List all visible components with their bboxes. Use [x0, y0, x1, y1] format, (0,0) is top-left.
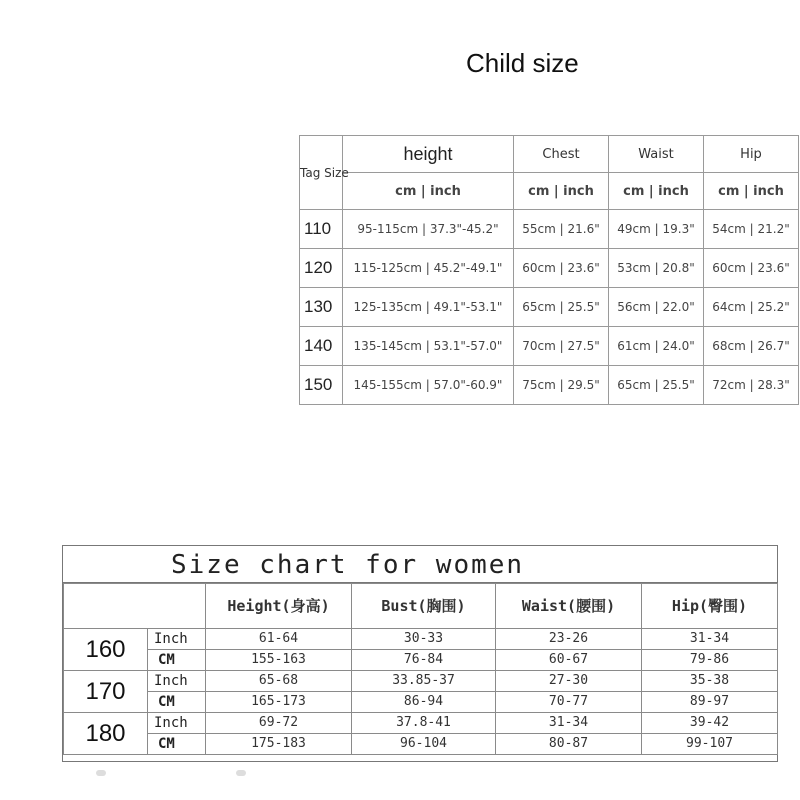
unit-inch: Inch — [148, 671, 206, 692]
chest-value: 65cm | 25.5" — [514, 288, 609, 327]
table-row — [64, 629, 778, 650]
tag-size-header: Tag Size — [300, 136, 343, 210]
bust-value: 86-94 — [352, 692, 496, 713]
tag-size: 150 — [300, 366, 343, 405]
waist-header: Waist(腰围) — [496, 584, 642, 629]
tag-size: 130 — [300, 288, 343, 327]
waist-units: cm | inch — [609, 173, 704, 210]
chest-value: 75cm | 29.5" — [514, 366, 609, 405]
chest-units: cm | inch — [514, 173, 609, 210]
hip-value: 64cm | 25.2" — [704, 288, 799, 327]
hip-value: 35-38 — [642, 671, 778, 692]
tag-size: 120 — [300, 249, 343, 288]
unit-cm: CM — [148, 734, 206, 755]
bust-header: Bust(胸围) — [352, 584, 496, 629]
waist-value: 56cm | 22.0" — [609, 288, 704, 327]
table-row — [300, 288, 799, 327]
hip-value: 54cm | 21.2" — [704, 210, 799, 249]
height-value: 155-163 — [206, 650, 352, 671]
unit-inch: Inch — [148, 629, 206, 650]
height-value: 69-72 — [206, 713, 352, 734]
table-row — [64, 650, 778, 671]
height-value: 65-68 — [206, 671, 352, 692]
hip-units: cm | inch — [704, 173, 799, 210]
waist-value: 49cm | 19.3" — [609, 210, 704, 249]
hip-value: 79-86 — [642, 650, 778, 671]
table-row — [300, 327, 799, 366]
size-label: 180 — [64, 713, 148, 755]
waist-value: 31-34 — [496, 713, 642, 734]
tag-size: 140 — [300, 327, 343, 366]
decorative-dot — [236, 770, 246, 776]
height-value: 61-64 — [206, 629, 352, 650]
bust-value: 37.8-41 — [352, 713, 496, 734]
hip-value: 39-42 — [642, 713, 778, 734]
child-size-title: Child size — [466, 48, 579, 78]
bust-value: 33.85-37 — [352, 671, 496, 692]
height-value: 165-173 — [206, 692, 352, 713]
size-label: 170 — [64, 671, 148, 713]
unit-cm: CM — [148, 650, 206, 671]
hip-value: 99-107 — [642, 734, 778, 755]
height-value: 145-155cm | 57.0"-60.9" — [343, 366, 514, 405]
table-row — [64, 671, 778, 692]
height-header: height — [343, 136, 514, 173]
empty-header-cell — [64, 584, 206, 629]
waist-value: 23-26 — [496, 629, 642, 650]
table-row — [64, 734, 778, 755]
height-value: 115-125cm | 45.2"-49.1" — [343, 249, 514, 288]
hip-header: Hip(臀围) — [642, 584, 778, 629]
waist-header: Waist — [609, 136, 704, 173]
table-row — [64, 713, 778, 734]
hip-value: 72cm | 28.3" — [704, 366, 799, 405]
chest-header: Chest — [514, 136, 609, 173]
child-size-table — [299, 135, 798, 410]
decorative-dot — [96, 770, 106, 776]
unit-cm: CM — [148, 692, 206, 713]
table-row — [64, 692, 778, 713]
bust-value: 96-104 — [352, 734, 496, 755]
height-value: 175-183 — [206, 734, 352, 755]
hip-value: 89-97 — [642, 692, 778, 713]
height-value: 135-145cm | 53.1"-57.0" — [343, 327, 514, 366]
height-value: 95-115cm | 37.3"-45.2" — [343, 210, 514, 249]
women-chart-title: Size chart for women — [63, 546, 777, 583]
hip-value: 68cm | 26.7" — [704, 327, 799, 366]
height-units: cm | inch — [343, 173, 514, 210]
table-row — [300, 210, 799, 249]
hip-value: 60cm | 23.6" — [704, 249, 799, 288]
chest-value: 55cm | 21.6" — [514, 210, 609, 249]
waist-value: 70-77 — [496, 692, 642, 713]
waist-value: 53cm | 20.8" — [609, 249, 704, 288]
size-label: 160 — [64, 629, 148, 671]
bust-value: 30-33 — [352, 629, 496, 650]
waist-value: 27-30 — [496, 671, 642, 692]
hip-value: 31-34 — [642, 629, 778, 650]
waist-value: 80-87 — [496, 734, 642, 755]
height-header: Height(身高) — [206, 584, 352, 629]
tag-size: 110 — [300, 210, 343, 249]
table-row — [300, 249, 799, 288]
unit-inch: Inch — [148, 713, 206, 734]
waist-value: 61cm | 24.0" — [609, 327, 704, 366]
hip-header: Hip — [704, 136, 799, 173]
table-row — [300, 366, 799, 405]
chest-value: 70cm | 27.5" — [514, 327, 609, 366]
waist-value: 60-67 — [496, 650, 642, 671]
waist-value: 65cm | 25.5" — [609, 366, 704, 405]
bust-value: 76-84 — [352, 650, 496, 671]
women-size-chart — [62, 545, 778, 762]
chest-value: 60cm | 23.6" — [514, 249, 609, 288]
height-value: 125-135cm | 49.1"-53.1" — [343, 288, 514, 327]
